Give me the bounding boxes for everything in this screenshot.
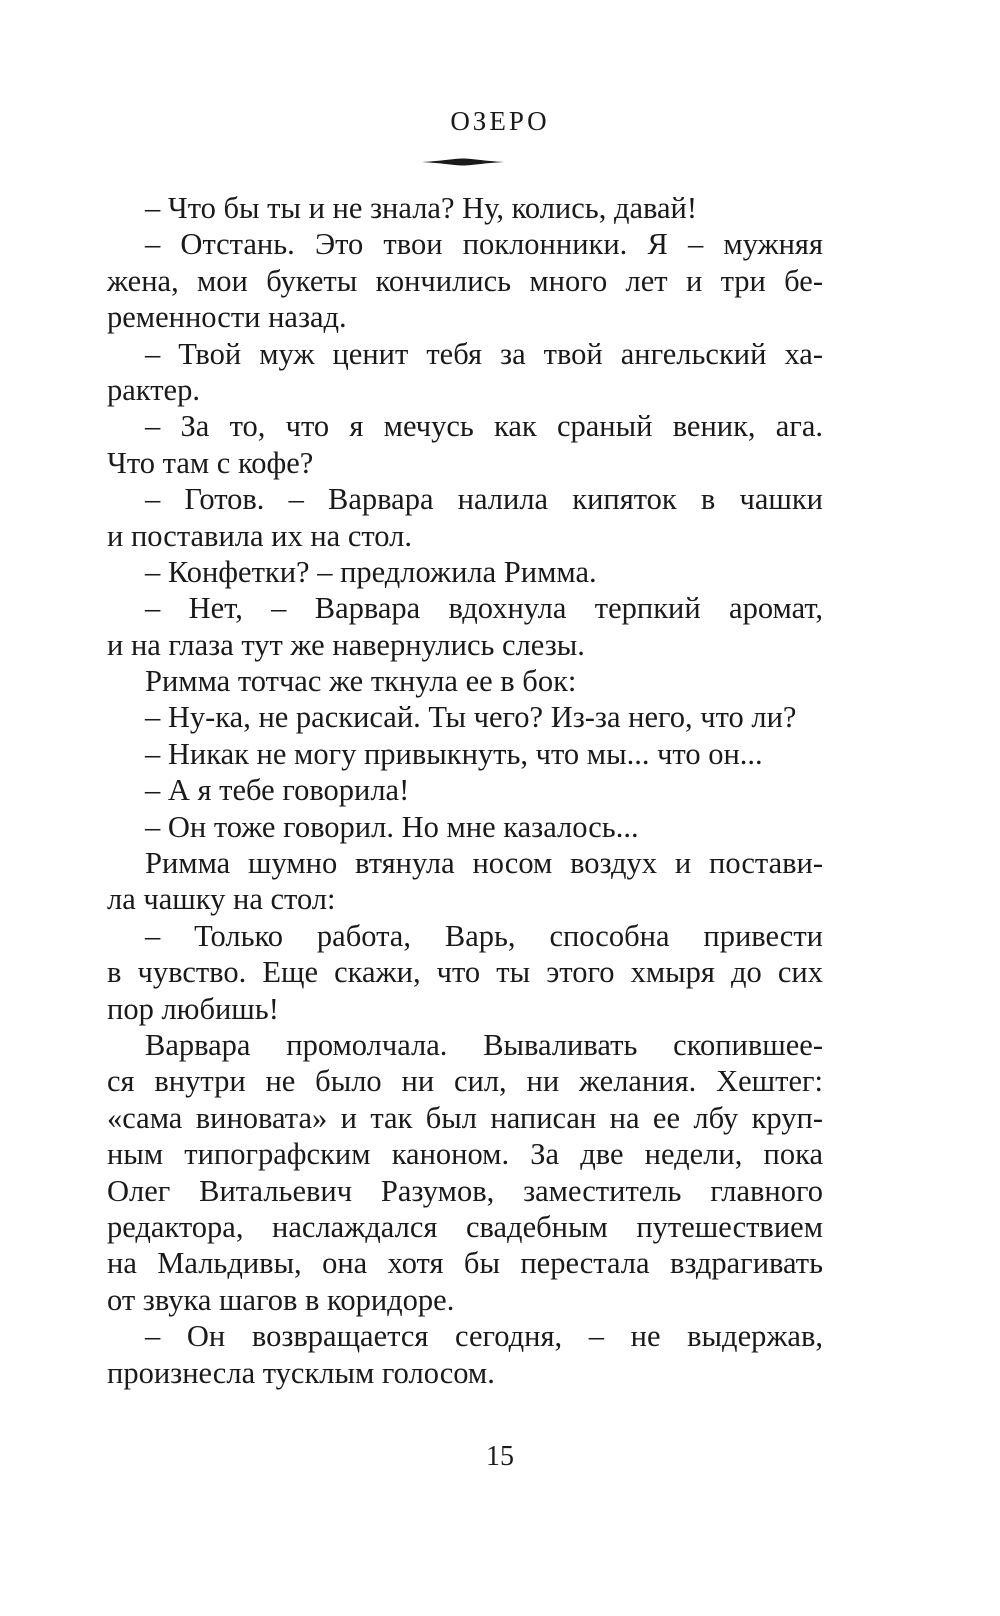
text-line: ным типографским каноном. За две недели, пока [107, 1137, 823, 1172]
text-line: – Он возвращается сегодня, – не выдержав, [145, 1319, 823, 1354]
text-line: пор любишь! [107, 991, 279, 1026]
text-line: жена, мои букеты кончились много лет и три бе- [107, 263, 823, 298]
text-line: произнесла тусклым голосом. [107, 1355, 495, 1390]
text-line: и на глаза тут же навернулись слезы. [107, 627, 585, 662]
text-line: ременности назад. [107, 300, 347, 335]
divider-ornament [422, 158, 504, 166]
text-line: – Что бы ты и не знала? Ну, колись, давай! [145, 191, 698, 225]
text-line: – Отстань. Это твои поклонники. Я – мужняя [145, 227, 823, 262]
text-line: Римма тотчас же ткнула ее в бок: [145, 664, 577, 699]
text-line: в чувство. Еще скажи, что ты этого хмыря до сих [107, 955, 823, 990]
text-line: ся внутри не было ни сил, ни желания. Хештег: [107, 1064, 823, 1099]
text-line: на Мальдивы, она хотя бы перестала вздрагивать [107, 1246, 823, 1281]
text-line: – За то, что я мечусь как сраный веник, ага. [145, 409, 823, 444]
body-text [107, 190, 823, 1391]
text-line: – Нет, – Варвара вдохнула терпкий аромат, [145, 591, 823, 626]
text-line: редактора, наслаждался свадебным путешествием [107, 1209, 823, 1244]
text-line: – Твой муж ценит тебя за твой ангельский ха- [145, 336, 823, 371]
text-line: – Конфетки? – предложила Римма. [145, 554, 597, 589]
text-line: и поставила их на стол. [107, 518, 412, 553]
text-line: – Только работа, Варь, способна привести [145, 918, 823, 953]
text-line: от звука шагов в коридоре. [107, 1282, 455, 1317]
text-line: Олег Витальевич Разумов, заместитель главного [107, 1173, 823, 1208]
text-line: Варвара промолчала. Вываливать скопившее- [145, 1027, 823, 1062]
running-title: ОЗЕРО [450, 106, 550, 136]
text-line: – Он тоже говорил. Но мне казалось... [145, 809, 639, 844]
text-line: – Никак не могу привыкнуть, что мы... что он... [145, 736, 763, 771]
text-line: ла чашку на стол: [107, 882, 336, 917]
text-line: рактер. [107, 372, 200, 407]
page-number: 15 [486, 1441, 514, 1472]
text-line: – А я тебе говорила! [145, 773, 410, 808]
text-line: – Ну-ка, не раскисай. Ты чего? Из-за него, что ли? [145, 700, 797, 735]
text-line: – Готов. – Варвара налила кипяток в чашки [145, 482, 823, 517]
text-line: «сама виновата» и так был написан на ее лбу круп- [107, 1100, 823, 1135]
text-line: Что там с кофе? [107, 445, 314, 480]
text-line: Римма шумно втянула носом воздух и постави- [145, 846, 823, 881]
